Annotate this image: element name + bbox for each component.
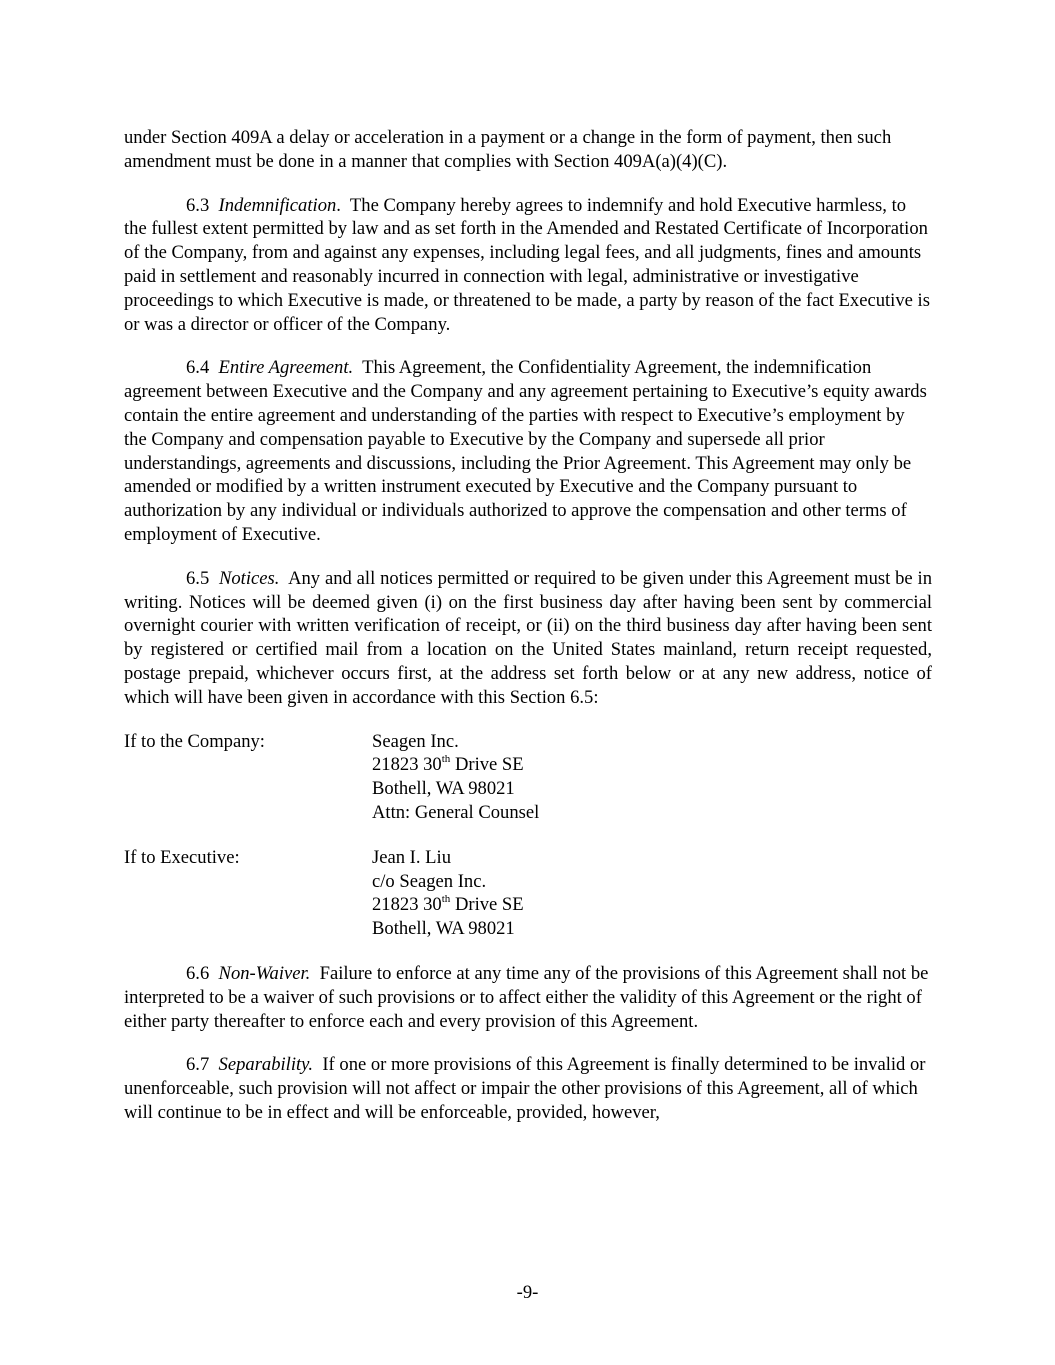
executive-street [372, 893, 932, 917]
section-6-7-separability [124, 1053, 932, 1124]
company-address-lines [372, 730, 932, 825]
section-title: Separability. [218, 1054, 314, 1076]
section-title: Indemnification [218, 194, 337, 216]
section-number: 6.7 [186, 1054, 210, 1076]
section-body: Any and all notices permitted or required to be given under this Agreement must be in writing. Notices will be deemed given (i) on the first business day after having been sent by commercial overnight courier with written verification of receipt, or (ii) on the third business day after having been sent by registered or certified mail from a location on the United States mainland, return receipt requested, postage prepaid, whichever occurs first, at the address set forth below or at any new address, notice of which will have been given in accordance with this Section 6.5: [124, 567, 932, 708]
section-title: Non-Waiver. [218, 962, 311, 984]
executive-care-of: c/o Seagen Inc. [372, 870, 487, 892]
company-city: Bothell, WA 98021 [372, 778, 515, 800]
company-street-number: 21823 30 [372, 754, 442, 776]
section-body: Failure to enforce at any time any of the provisions of this Agreement shall not be interpreted to be a waiver of such provisions or to affect either the validity of this Agreement or the right of either party thereafter to enforce each and every provision of this Agreement. [124, 962, 929, 1032]
company-name: Seagen Inc. [372, 730, 459, 752]
executive-city: Bothell, WA 98021 [372, 918, 515, 940]
company-street [372, 753, 932, 777]
section-body: If one or more provisions of this Agreement is finally determined to be invalid or unenforceable, such provision will not affect or impair the other provisions of this Agreement, all of which will continue to be in effect and will be enforceable, provided, however, [124, 1054, 926, 1123]
section-body: The Company hereby agrees to indemnify and hold Executive harmless, to the fullest extent permitted by law and as set forth in the Amended and Restated Certificate of Incorporation of the Company, from and against any expenses, including legal fees, and all judgments, fines and amounts paid in settlement and reasonably incurred in connection with legal, administrative or investigative proceedings to which Executive is made, or threatened to be made, a party by reason of the fact Executive is or was a director or officer of the Company. [124, 194, 930, 335]
section-6-4-entire-agreement [124, 356, 932, 546]
company-address-label: If to the Company: [124, 730, 265, 752]
section-title-punct: . [336, 194, 341, 216]
section-number: 6.6 [186, 962, 210, 984]
section-title: Notices. [218, 567, 280, 589]
company-street-name: Drive SE [450, 754, 524, 776]
section-title: Entire Agreement. [218, 357, 354, 379]
section-6-5-notices [124, 567, 932, 710]
company-attn: Attn: General Counsel [372, 801, 540, 823]
continuation-paragraph: under Section 409A a delay or acceleration in a payment or a change in the form of payment, then such amendment must be done in a manner that complies with Section 409A(a)(4)(C). [124, 127, 892, 172]
executive-street-ordinal: th [441, 893, 451, 906]
section-number: 6.5 [186, 567, 210, 589]
executive-street-name: Drive SE [450, 894, 524, 916]
executive-street-number: 21823 30 [372, 894, 442, 916]
executive-name: Jean I. Liu [372, 846, 451, 868]
executive-address-block [124, 846, 932, 941]
section-6-6-non-waiver [124, 962, 932, 1033]
section-number: 6.4 [186, 357, 210, 379]
page-number: -9- [516, 1282, 539, 1303]
company-address-block [124, 730, 932, 825]
section-body: This Agreement, the Confidentiality Agreement, the indemnification agreement between Executive and the Company and any agreement pertaining to Executive’s equity awards contain the entire agreement and understanding of the parties with respect to Executive’s employment by the Company and compensation payable to Executive by the Company and supersede all prior understandings, agreements and discussions, including the Prior Agreement. This Agreement may only be amended or modified by a written instrument executed by Executive and the Company pursuant to authorization by any individual or individuals authorized to approve the compensation and other terms of employment of Executive. [124, 357, 927, 545]
company-street-ordinal: th [441, 753, 451, 766]
executive-address-lines [372, 846, 932, 941]
section-number: 6.3 [186, 194, 210, 216]
executive-address-label: If to Executive: [124, 846, 240, 868]
section-6-3-indemnification [124, 194, 932, 337]
document-page [124, 126, 932, 1145]
